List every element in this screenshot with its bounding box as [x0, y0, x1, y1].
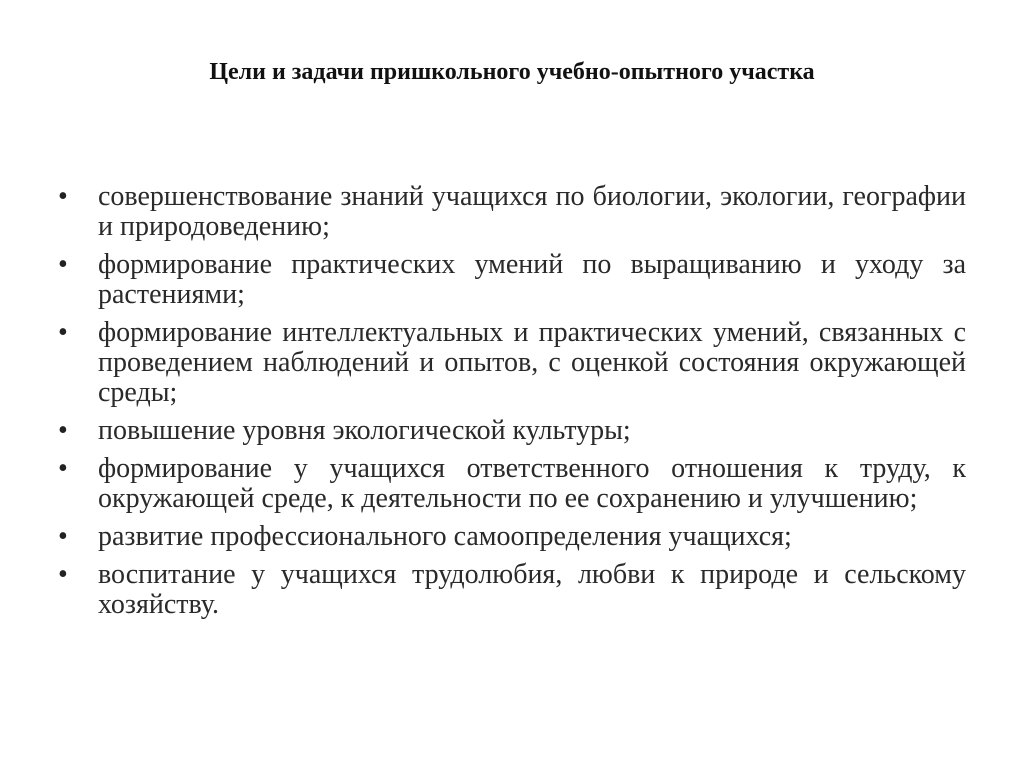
list-item-text: формирование практических умений по выращиванию и уходу за растениями;	[98, 249, 966, 310]
bullet-icon: •	[58, 317, 68, 348]
list-item-text: совершенствование знаний учащихся по биологии, экологии, географии и природоведению;	[98, 181, 966, 242]
bullet-icon: •	[58, 453, 68, 484]
bullet-icon: •	[58, 249, 68, 280]
list-item-text: воспитание у учащихся трудолюбия, любви к природе и сельскому хозяйству.	[98, 559, 966, 620]
list-item	[58, 250, 966, 310]
list-item-text: повышение уровня экологической культуры;	[98, 415, 631, 446]
list-item	[58, 318, 966, 408]
bullet-icon: •	[58, 415, 68, 446]
list-item-text: формирование у учащихся ответственного отношения к труду, к окружающей среде, к деятельности по ее сохранению и улучшению;	[98, 453, 966, 514]
list-item	[58, 182, 966, 242]
list-item-text: развитие профессионального самоопределения учащихся;	[98, 521, 792, 552]
slide-title: Цели и задачи пришкольного учебно-опытного участка	[209, 59, 815, 85]
goals-list	[58, 182, 966, 628]
bullet-icon: •	[58, 521, 68, 552]
list-item	[58, 560, 966, 620]
bullet-icon: •	[58, 559, 68, 590]
list-item-text: формирование интеллектуальных и практических умений, связанных с проведением наблюдений и опытов, с оценкой состояния окружающей среды;	[98, 317, 966, 408]
list-item	[58, 522, 966, 552]
bullet-icon: •	[58, 181, 68, 212]
list-item	[58, 454, 966, 514]
list-item	[58, 416, 966, 446]
